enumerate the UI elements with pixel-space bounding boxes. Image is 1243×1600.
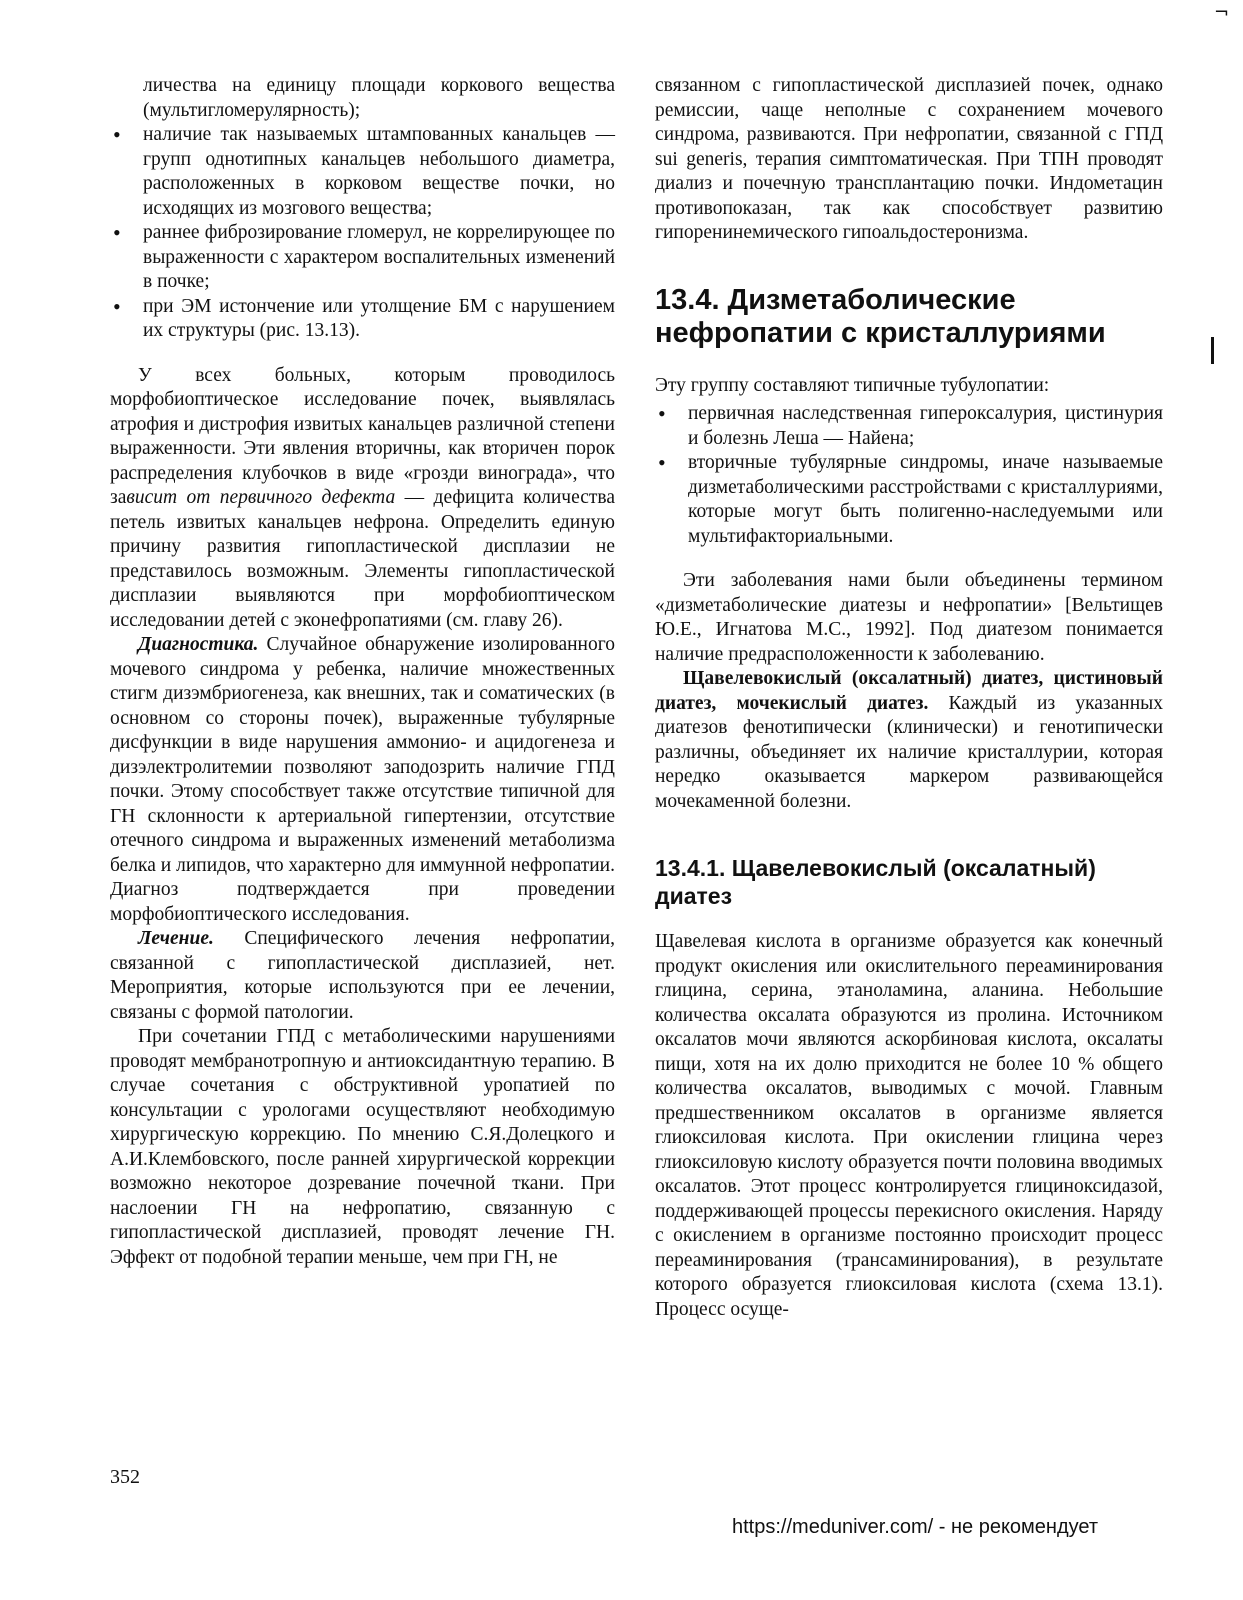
list-item: личества на единицу площади коркового вещества (мультигломерулярность); xyxy=(143,75,615,121)
left-column xyxy=(110,74,615,1270)
watermark-link[interactable]: https://meduniver.com/ - не рекомендует xyxy=(732,1516,1099,1538)
diatheses-lead: Щавелевокислый (оксалатный) диатез, цистиновый диатез, мочекислый диатез. xyxy=(655,668,1163,714)
list-item: • вторичные тубулярные синдромы, иначе называемые дизметаболическими расстройствами с кристаллуриями, которые могут быть полигенно-наследуемыми или мультифакториальными. xyxy=(655,451,1163,549)
section-heading: 13.4. Дизметаболические нефропатии с кристаллуриями xyxy=(655,283,1106,349)
list-item: • раннее фиброзирование гломерул, не коррелирующее по выраженности с характером воспалительных изменений в почке; xyxy=(110,221,615,295)
list-item: • при ЭМ истончение или утолщение БМ с нарушением их структуры (рис. 13.13). xyxy=(110,295,615,344)
paragraph-treatment: Лечение. Специфического лечения нефропатии, связанной с гипопластической дисплазией, нет. Мероприятия, которые используются при ее лечении, связаны с формой патологии. xyxy=(110,928,615,1023)
treatment-label: Лечение. xyxy=(138,928,214,949)
page-number: 352 xyxy=(110,1466,140,1488)
subsection-heading: 13.4.1. Щавелевокислый (оксалатный) диатез xyxy=(655,855,1096,909)
paragraph-oxalic-acid: Щавелевая кислота в организме образуется как конечный продукт окисления или окислительного переаминирования глицина, серина, этаноламина, аланина. Небольшие количества оксалата образуются из пролина. Источником оксалатов мочи являются аскорбиновая кислота, оксалаты пищи, хотя на их долю приходится не более 10 % общего количества оксалатов, выводимых с мочой. Главным предшественником оксалатов в организме является глиоксиловая кислота. При окислении глицина через глиоксиловую кислоту образуется почти половина вводимых оксалатов. Этот процесс контролируется глициноксидазой, поддерживающей процессы перекисного окисления. Наряду с окислением в организме постоянно происходит процесс переаминирования (трансаминирования), в результате которого образуется глиоксиловая кислота (схема 13.1). Процесс осуще- xyxy=(655,931,1163,1320)
margin-mark xyxy=(1211,337,1214,364)
list-item: • первичная наследственная гипероксалурия, цистинурия и болезнь Леша — Найена; xyxy=(655,402,1163,451)
paragraph-diagnostics: Диагностика. Случайное обнаружение изолированного мочевого синдрома у ребенка, наличие множественных стигм дизэмбриогенеза, как внешних, так и соматических (в основном со стороны почек), выраженные тубулярные дисфункции в виде нарушения аммонио- и ацидогенеза и дизэлектролитемии позволяют заподозрить наличие ГПД почки. Этому способствует также отсутствие типичной для ГН склонности к артериальной гипертензии, отсутствие отечного синдрома и выраженных изменений метаболизма белка и липидов, что характерно для иммунной нефропатии. Диагноз подтверждается при проведении морфобиоптического исследования. xyxy=(110,634,615,925)
right-column xyxy=(655,74,1163,1322)
paragraph-intro: Эту группу составляют типичные тубулопатии: xyxy=(655,374,1050,396)
diagnostics-label: Диагностика. xyxy=(138,634,259,655)
paragraph-diatheses: Щавелевокислый (оксалатный) диатез, цистиновый диатез, мочекислый диатез. Каждый из указанных диатезов фенотипически (клинически) и генотипически различны, объединяет их наличие кристаллурии, которая нередко оказывается маркером развивающейся мочекаменной болезни. xyxy=(655,668,1164,812)
paragraph-morphology: У всех больных, которым проводилось морфобиоптическое исследование почек, выявлялась атрофия и дистрофия извитых канальцев различной степени выраженности. Эти явления вторичны, как вторичен порок распределения клубочков в виде «грозди винограда», что зависит от первичного дефекта — дефицита количества петель извитых канальцев нефрона. Определить единую причину развития гипопластической дисплазии не представилось возможным. Элементы гипопластической дисплазии выявляются при морфобиоптическом исследовании детей с эконефропатиями (см. главу 26). xyxy=(110,364,615,631)
paragraph-combination: При сочетании ГПД с метаболическими нарушениями проводят мембранотропную и антиоксидантную терапию. В случае сочетания с обструктивной уропатией по консультации с урологами осуществляют необходимую хирургическую коррекцию. По мнению С.Я.Долецкого и А.И.Клембовского, после ранней хирургической коррекции возможно некоторое дозревание почечной ткани. При наслоении ГН на нефропатию, связанную с гипопластической дисплазией, проводят лечение ГН. Эффект от подобной терапии меньше, чем при ГН, не xyxy=(110,1026,615,1268)
tubulopathy-list xyxy=(655,402,1163,549)
list-item: • наличие так называемых штампованных канальцев — групп однотипных канальцев небольшого диаметра, расположенных в корковом веществе почки, но исходящих из мозгового вещества; xyxy=(110,123,615,221)
criteria-list xyxy=(110,74,615,344)
corner-mark: ¬ xyxy=(1214,2,1230,23)
paragraph-continuation: связанном с гипопластической дисплазией почек, однако ремиссии, чаще неполные с сохранением мочевого синдрома, развиваются. При нефропатии, связанной с ГПД sui generis, терапия симптоматическая. При ТПН проводят диализ и почечную трансплантацию почки. Индометацин противопоказан, так как способствует развитию гипоренинемического гипоальдостеронизма. xyxy=(655,75,1163,243)
paragraph-diseases: Эти заболевания нами были объединены термином «дизметаболические диатезы и нефропатии» [Вельтищев Ю.Е., Игнатова М.С., 1992]. Под диатезом понимается наличие предрасположенности к заболеванию. xyxy=(655,570,1163,665)
